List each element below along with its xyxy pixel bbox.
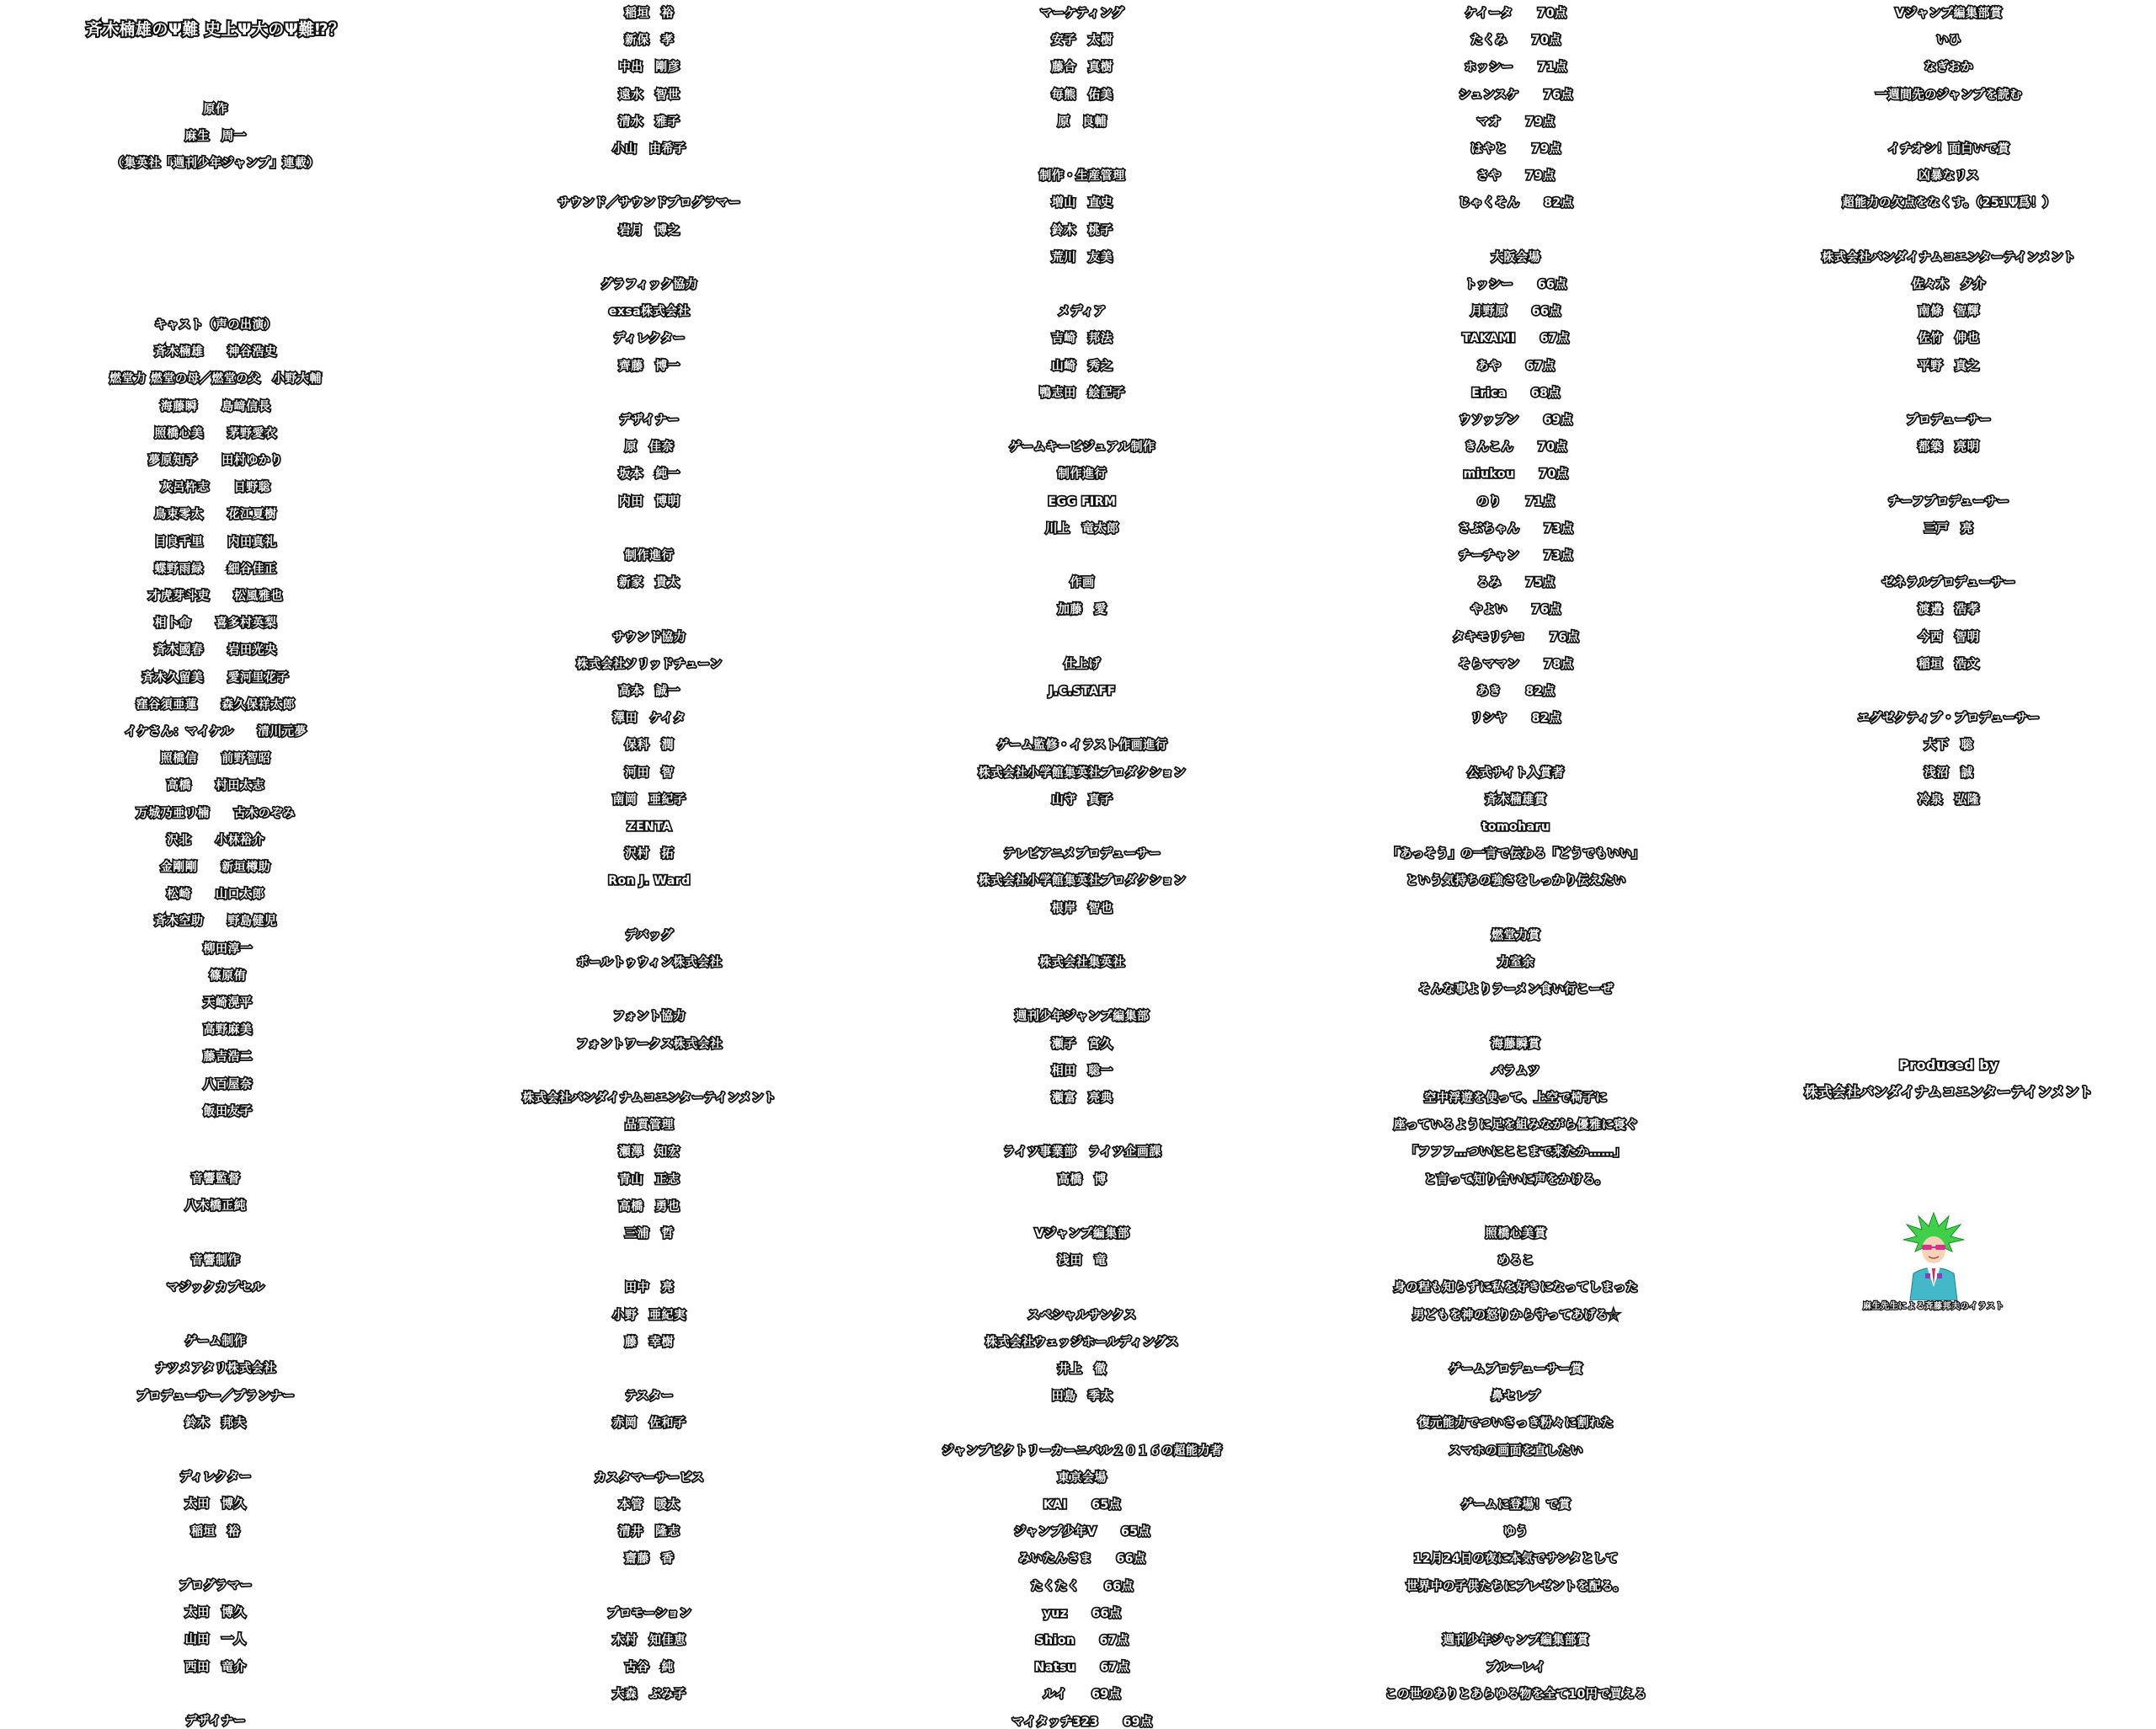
credit-line: 松崎 山口太郎 [167,888,264,902]
credit-line: たくたく 66点 [1031,1579,1134,1593]
credit-line: 佐竹 伸也 [1918,332,1980,346]
credit-line: 男どもを神の怒りから守ってあげる☆ [1412,1308,1620,1322]
credit-line: 照橋信 前野智昭 [160,752,271,766]
credit-line: 株式会社小学館集英社プロダクション [978,874,1187,889]
credit-line: デザイナー [185,1715,246,1728]
credit-line: マオ 79点 [1476,115,1556,129]
credit-line: フォントワークス株式会社 [576,1037,723,1051]
credit-line: 河田 智 [625,766,674,780]
credit-line: 飯田友子 [179,1104,253,1118]
credit-line: 照橋心美賞 [1485,1227,1547,1241]
credit-line: 八百屋奈 [179,1077,253,1091]
credit-line: 制作進行 [1058,467,1107,482]
credit-line: 太田 博久 [184,1497,247,1512]
credit-line: やよい 76点 [1470,603,1561,617]
credit-line: 斉木楠雄賞 [1485,792,1547,807]
credit-line: 吉崎 邦法 [1051,332,1113,346]
credit-line: 柳田淳一 [179,942,253,956]
credit-line: 浅田 竜 [1058,1254,1107,1268]
credit-line: 灰呂杵志 日野聡 [160,481,271,495]
credit-line: （集英社「週刊少年ジャンプ」連載） [111,157,320,171]
credit-line: 照橋心美 茅野愛衣 [154,426,277,440]
credit-line: 根岸 智也 [1051,901,1113,915]
credit-line: 鴨志田 絵記子 [1039,386,1125,400]
credit-line: ディレクター [613,332,686,346]
credit-line: ゆう [1503,1525,1529,1540]
credit-line: 川上 竜太郎 [1045,521,1119,536]
credit-line: 復元能力でついさっき粉々に割れた [1418,1417,1614,1431]
credit-line: 今西 智明 [1918,630,1980,644]
credit-line: 株式会社ソリッドチューン [576,657,723,671]
credit-line: Vジャンプ編集部賞 [1895,7,2003,20]
credit-line: トッシー 66点 [1465,278,1567,291]
credit-line: 凶暴なリス [1918,169,1980,184]
credit-line: 太田 博久 [184,1606,247,1620]
credit-line: じゃくそん 82点 [1458,196,1574,211]
credit-line: TAKAMI 67点 [1462,332,1570,346]
credit-line: 夢原知予 田村ゆかり [148,454,283,467]
credit-line: 原作 [203,103,228,116]
credit-line: 八木橋正純 [184,1199,247,1214]
credit-line: tomoharu [1481,820,1550,834]
credit-line: リシヤ 82点 [1470,712,1561,726]
credit-line: チーフプロデューサー [1888,494,2009,509]
credit-line: 相卜命 喜多村英梨 [154,616,277,631]
credit-line: なぎおか [1924,61,1973,75]
credit-line: 南條 智輝 [1918,305,1980,319]
credit-line: 新保 孝 [625,34,674,48]
credit-line: マジックカプセル [167,1280,264,1294]
credit-line: エグゼクティブ・プロデューサー [1858,712,2040,726]
credit-line: J.C.STAFF [1049,685,1116,698]
credit-line: 瀬子 宮久 [1051,1037,1113,1051]
credit-line: exsa株式会社 [608,305,691,319]
credit-line: プロデューサー [1906,414,1992,427]
credit-line: ディレクター [179,1470,252,1485]
credit-line: 株式会社ウェッジホールディングス [985,1335,1179,1349]
credit-line: 瀬澤 知宏 [618,1145,680,1160]
credit-line: プロデューサー／プランナー [136,1389,296,1403]
credit-line: 坂本 純一 [618,467,680,482]
credit-line: 瀬富 亮典 [1051,1091,1113,1105]
credit-line: パラムツ [1492,1064,1540,1078]
credit-line: るみ 75点 [1476,576,1556,590]
credit-line: きんこん 70点 [1465,440,1567,455]
credit-line: メディア [1058,305,1107,319]
credit-line: 金剛剛 新垣樽助 [160,861,271,874]
credit-line: ホッシー 71点 [1465,61,1567,75]
credit-line: miukou 70点 [1463,467,1569,482]
credit-line: 空中浮遊を使って、上空で椅子に [1424,1091,1608,1105]
credit-line: 鼻セレブ [1492,1390,1540,1404]
credit-line: キャスト（声の出演） [154,318,277,332]
credit-line: 山田 一人 [184,1633,247,1647]
credit-line: デバッグ [625,928,674,942]
credit-line: 岩月 博之 [618,223,680,237]
credit-line: 加藤 愛 [1058,603,1107,617]
credit-line: 小山 由希子 [612,142,686,156]
credit-line: 大下 聡 [1924,739,1973,753]
credit-line: たくみ 70点 [1470,34,1561,48]
credit-line: 毎熊 佑美 [1051,88,1113,102]
credit-line: 海藤瞬 島﨑信長 [160,399,271,414]
credit-line: 中出 剛彦 [618,61,680,75]
credit-line: 内田 博明 [618,494,680,509]
credit-line: 赤岡 佐和子 [612,1417,686,1431]
credit-line: この世のありとあらゆる物を全て10円で買える [1385,1688,1647,1702]
credit-line: 遠水 智世 [618,88,680,102]
credit-line: 高本 誠一 [618,685,680,698]
credit-line: 田島 季太 [1051,1390,1113,1404]
credit-line: Ron J. Ward [608,874,691,889]
credit-line: 都築 亮明 [1918,440,1980,455]
credit-line: ルイ 69点 [1043,1688,1122,1702]
credit-line: 蝶野雨緑 細谷佳正 [154,562,277,576]
credit-line: そんな事よりラーメン食い行こーぜ [1418,983,1614,997]
credit-line: 澤田 ケイタ [612,712,686,726]
credit-line: 稲垣 裕 [191,1524,240,1539]
credit-line: 原 良輔 [1058,115,1107,129]
credit-line: 大阪会場 [1492,250,1540,264]
credit-line: 青山 正志 [618,1172,680,1187]
credit-line: 渡邉 浩孝 [1918,603,1980,617]
credit-line: ジャンプ少年V 65点 [1013,1525,1151,1540]
credit-line: 山守 真子 [1051,792,1113,807]
credit-line: スマホの画面を直したい [1449,1444,1583,1458]
credit-line: 身の程も知らずに私を好きになってしまった [1394,1281,1638,1295]
credit-line: 小野 亜紀実 [612,1308,686,1322]
credit-line: タキモリチコ 76点 [1452,630,1580,644]
credit-line: 佐々木 夕介 [1912,278,1986,291]
credit-line: めるこ [1497,1254,1534,1268]
credit-line: シュンスケ 76点 [1459,88,1573,102]
credit-line: 相田 聡一 [1051,1064,1113,1078]
credit-line: 品質管理 [625,1118,674,1133]
credit-line: ゲームに登場！で賞 [1460,1498,1572,1512]
credit-line: サウンド／サウンドプログラマー [558,196,741,211]
credit-line: プログラマー [179,1579,253,1593]
credit-line: ウソップン 69点 [1459,414,1573,427]
credit-line: 斉木楠雄のΨ難 史上Ψ大のΨ難⁉？ [86,20,345,39]
credit-line: 沢北 小林裕介 [167,833,264,847]
credit-line: 平野 真之 [1918,359,1980,373]
credit-line: 古谷 純 [625,1661,674,1675]
credit-line: 清井 隆志 [618,1525,680,1540]
credit-line: 斉木空助 野島健児 [154,915,277,929]
credit-line: サウンド協力 [612,630,686,644]
credit-line: 月野原 66点 [1470,305,1561,319]
credit-line: Shion 67点 [1035,1634,1129,1647]
credit-line: 鈴木 桃子 [1051,223,1113,237]
credit-line: あや 67点 [1476,359,1556,373]
credit-line: ライツ事業部 ライツ企画課 [1003,1145,1161,1160]
credit-line: 木村 知佳恵 [612,1634,686,1647]
credit-line: スペシャルサンクス [1027,1308,1137,1322]
credit-line: 安子 太樹 [1051,34,1113,48]
credit-line: 藤合 真樹 [1051,61,1113,75]
credit-line: はやと 79点 [1470,142,1561,156]
credit-line: 週刊少年ジャンプ編集部 [1015,1010,1150,1024]
credit-line: 稲垣 裕 [625,7,674,20]
credit-line: Natsu 67点 [1034,1661,1130,1675]
credit-line: あき 82点 [1476,685,1556,698]
credit-line: ナツメアタリ株式会社 [155,1362,276,1376]
credit-line: 沢村 拓 [625,847,674,862]
character-illustration-icon [1902,1211,1966,1300]
credit-line: プロモーション [606,1606,692,1620]
credit-line: 山崎 秀之 [1051,359,1113,373]
credit-line: 「あっそう」の一言で伝わる「どうでもいい」 [1387,847,1645,862]
credit-line: 麻生 周一 [184,130,247,144]
credit-line: Vジャンプ編集部 [1034,1227,1130,1241]
produced-by-label: Produced by [1898,1057,1999,1073]
credit-line: 浅沼 誠 [1924,766,1973,780]
credit-line: 公式サイト入賞者 [1467,766,1565,780]
credit-line: 斉木國春 岩田光央 [154,643,277,658]
credit-line: そらママン 78点 [1458,657,1574,671]
credit-line: 原 佳奈 [625,440,674,455]
credit-line: 高橋 博 [1058,1172,1107,1187]
credit-line: 高野麻美 [179,1023,253,1038]
credit-line: ゲーム制作 [184,1335,247,1349]
credit-line: 本管 暖太 [618,1498,680,1512]
credit-line: みいたんさま 66点 [1018,1552,1146,1566]
credit-line: 稲垣 浩文 [1918,657,1980,671]
credit-line: 東京会場 [1058,1470,1107,1485]
credit-line: 制作進行 [625,549,674,563]
credit-line: 田中 亮 [625,1281,674,1295]
credit-line: 「フフフ…ついにここまで来たか……」 [1406,1145,1626,1160]
credit-line: いひ [1936,34,1961,48]
credit-line: ゲームプロデューサー賞 [1449,1363,1583,1376]
credit-line: 燃堂力 燃堂の母／燃堂の父 小野大輔 [109,372,322,387]
credit-line: ブルーレイ [1486,1661,1546,1675]
credit-line: 音響制作 [191,1253,240,1267]
credit-line: 篠原侑 [184,969,247,983]
credit-line: チーチャン 73点 [1458,549,1574,563]
credit-line: 世界中の子供たちにプレゼントを配る。 [1406,1579,1626,1593]
credit-line: 週刊少年ジャンプ編集部賞 [1443,1634,1589,1647]
credit-line: 荒川 友美 [1051,250,1113,264]
credit-line: という気持ちの強さをしっかり伝えたい [1406,874,1626,889]
credit-line: 株式会社小学館集英社プロダクション [978,766,1187,780]
credit-line: 燃堂力賞 [1492,928,1540,942]
credit-line: 南岡 亜紀子 [612,792,686,807]
credit-line: 作画 [1070,576,1095,590]
credit-line: 増山 直史 [1051,196,1113,211]
credit-line: 仕上げ [1064,657,1101,671]
credit-line: さや 79点 [1476,169,1556,184]
credit-line: 清水 雅子 [618,115,680,129]
credit-line: 海藤瞬賞 [1492,1037,1540,1051]
credit-line: 天崎滉平 [179,996,253,1010]
credit-line: 窪谷須亜蓮 森久保祥太郎 [136,697,296,712]
credit-line: ゲーム監修・イラスト作画進行 [996,739,1168,753]
credit-line: 斉木久留美 愛河里花子 [142,670,289,685]
credit-line: yuz 66点 [1043,1606,1122,1620]
credit-line: のり 71点 [1476,494,1556,509]
credit-line: EGG FIRM [1048,494,1117,509]
credit-line: 藤 幸樹 [625,1335,674,1349]
illustration-caption: 麻生先生による斉藤邦夫のイラスト [1863,1302,2004,1311]
credit-line: 一週間先のジャンプを読む [1876,88,2022,102]
producer-company: 株式会社バンダイナムコエンターテインメント [1804,1084,2094,1101]
credit-line: 冷泉 弘隆 [1918,792,1980,807]
credit-line: ゲームキービジュアル制作 [1009,440,1155,455]
credit-line: 万城乃亜リ楠 古木のぞみ [136,806,296,820]
credit-line: 大森 ぶみ子 [612,1688,686,1702]
credit-line: ボールトゥウィン株式会社 [576,956,723,969]
credit-line: 株式会社バンダイナムコエンターテインメント [522,1091,776,1105]
credit-line: KAI 65点 [1043,1498,1122,1512]
credit-line: 藤吉浩二 [179,1050,253,1065]
credit-line: 高橋 勇也 [618,1199,680,1214]
credit-line: ジャンプビクトリーカーニバル２０１６の超能力者 [942,1444,1223,1458]
credit-line: 井上 徹 [1058,1363,1107,1376]
credit-line: Erica 68点 [1471,386,1561,400]
credit-line: 三戸 亮 [1924,521,1973,536]
credit-line: 鈴木 邦夫 [184,1416,247,1430]
credit-line: 齋藤 香 [625,1552,674,1566]
credit-line: イチオシ！面白いで賞 [1887,142,2010,156]
credit-line: 12月24日の夜に本気でサンタとして [1413,1552,1619,1566]
credit-line: 鳥束零太 花江夏樹 [154,508,277,522]
credit-line: 力室余 [1497,956,1534,969]
credit-line: ZENTA [627,820,672,834]
credit-line: イケさん：マイケル 清川元夢 [125,725,307,739]
credit-line: ゼネラルプロデューサー [1881,576,2016,590]
credit-line: テレビアニメプロデューサー [1003,847,1161,862]
credit-line: カスタマーサービス [594,1470,705,1485]
credit-line: さぶちゃん 73点 [1458,521,1574,536]
credit-line: 制作・生産管理 [1039,169,1125,184]
credit-line: グラフィック協力 [600,278,698,291]
credit-line: と言って知り合いに声をかける。 [1424,1172,1608,1187]
credit-line: 目良千里 内田真礼 [154,535,277,549]
credit-line: マーケティング [1040,7,1124,20]
credit-line: 新家 貴太 [618,576,680,590]
credit-line: 株式会社集英社 [1039,956,1125,969]
credit-line: 座っているように足を組みながら優雅に寝ぐ [1394,1118,1638,1133]
credit-line: 西田 竜介 [184,1660,247,1674]
credit-line: フォント協力 [612,1010,686,1024]
credit-line: 才虎芽斗吏 松風雅也 [148,590,283,603]
credit-line: テスター [625,1390,674,1404]
credit-line: 保科 潤 [625,739,674,753]
credit-line: デザイナー [619,414,680,427]
credit-line: マイタッチ323 69点 [1011,1715,1153,1729]
credit-line: 株式会社バンダイナムコエンターテインメント [1822,250,2076,264]
credit-line: 音響監督 [191,1172,240,1186]
credit-line: 超能力の欠点をなくす。（251Ψ爲！） [1842,196,2056,211]
credit-line: 齊藤 博一 [618,359,680,373]
credit-line: ケイータ 70点 [1465,7,1567,20]
credit-line: 三浦 哲 [625,1227,674,1241]
credit-line: 斉木楠雄 神谷浩史 [154,345,277,360]
credit-line: 高橋 村田太志 [167,779,264,793]
